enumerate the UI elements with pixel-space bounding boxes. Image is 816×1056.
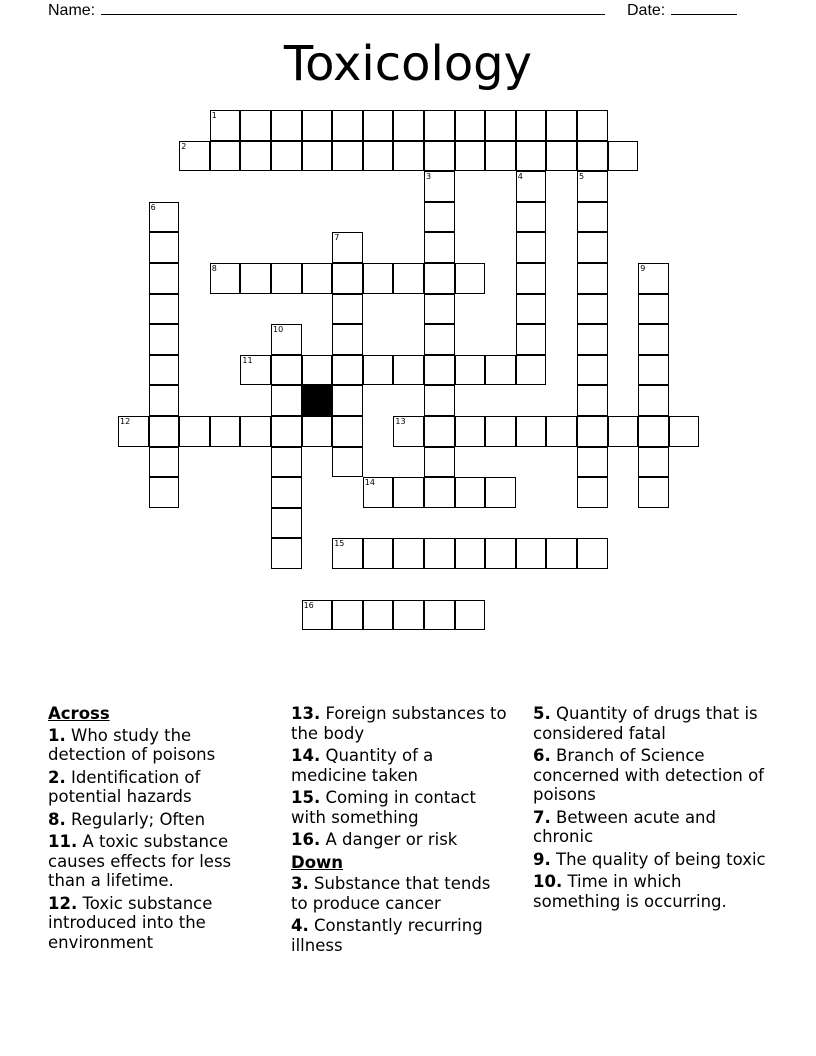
grid-cell[interactable]: [240, 416, 271, 447]
grid-cell[interactable]: [516, 110, 547, 141]
clue-number: 10: [273, 325, 284, 335]
grid-cell[interactable]: [638, 477, 669, 508]
clue-number: 6: [150, 202, 156, 212]
grid-cell[interactable]: [577, 538, 608, 569]
grid-cell[interactable]: [271, 447, 302, 478]
grid-cell[interactable]: [516, 538, 547, 569]
grid-cell[interactable]: [271, 141, 302, 172]
grid-cell[interactable]: [516, 294, 547, 325]
grid-cell[interactable]: [455, 600, 486, 631]
grid-cell[interactable]: [638, 385, 669, 416]
grid-cell[interactable]: [271, 416, 302, 447]
clue-number: 14: [364, 478, 375, 488]
grid-cell[interactable]: [455, 141, 486, 172]
clue-number: 5: [579, 172, 585, 182]
grid-cell[interactable]: [149, 294, 180, 325]
grid-cell[interactable]: [424, 355, 455, 386]
clue-number: 15: [334, 539, 345, 549]
grid-cell[interactable]: [271, 355, 302, 386]
grid-cell[interactable]: [546, 110, 577, 141]
grid-cell[interactable]: [516, 141, 547, 172]
clue-number: 12: [120, 417, 131, 426]
clue-number: 9: [640, 264, 646, 273]
grid-cell[interactable]: [577, 110, 608, 141]
grid-cell[interactable]: [271, 324, 302, 355]
clue-across-15: 15. Coming in contact with something: [291, 788, 476, 827]
clue-number: 7: [334, 233, 340, 243]
grid-cell[interactable]: [485, 141, 516, 172]
grid-cell[interactable]: [332, 538, 363, 569]
clue-across-2: 2. Identification of potential hazards: [48, 767, 201, 806]
grid-cell[interactable]: [302, 263, 333, 294]
grid-cell[interactable]: [149, 477, 180, 508]
grid-cell[interactable]: [363, 110, 394, 141]
grid-cell[interactable]: [363, 538, 394, 569]
grid-cell[interactable]: [393, 538, 424, 569]
grid-cell[interactable]: [516, 263, 547, 294]
grid-cell[interactable]: [577, 477, 608, 508]
grid-cell[interactable]: [149, 447, 180, 478]
grid-cell[interactable]: [332, 232, 363, 263]
grid-cell[interactable]: [485, 538, 516, 569]
grid-cell[interactable]: [577, 202, 608, 233]
grid-cell[interactable]: [393, 355, 424, 386]
grid-cell[interactable]: [455, 263, 486, 294]
grid-cell[interactable]: [332, 141, 363, 172]
grid-cell[interactable]: [271, 508, 302, 539]
grid-cell[interactable]: [424, 477, 455, 508]
clue-across-8: 8. Regularly; Often: [48, 809, 206, 829]
grid-cell[interactable]: [485, 355, 516, 386]
clues-column-3: [533, 704, 773, 914]
grid-cell[interactable]: [485, 477, 516, 508]
clue-number: 1: [211, 111, 217, 120]
grid-cell[interactable]: [271, 263, 302, 294]
clue-across-11: 11. A toxic substance causes effects for less than a lifetime.: [48, 832, 232, 890]
grid-cell[interactable]: [149, 416, 180, 447]
grid-cell[interactable]: [455, 355, 486, 386]
grid-cell[interactable]: [546, 141, 577, 172]
grid-cell[interactable]: [332, 385, 363, 416]
grid-cell[interactable]: [149, 202, 180, 233]
clue-number: 2: [181, 141, 187, 151]
grid-cell[interactable]: [577, 294, 608, 325]
grid-cell[interactable]: [424, 416, 455, 447]
clue-across-12: 12. Toxic substance introduced into the environment: [48, 893, 213, 952]
grid-cell[interactable]: [577, 171, 608, 202]
grid-cell[interactable]: [577, 232, 608, 263]
grid-cell[interactable]: [393, 600, 424, 631]
clue-down-7: 7. Between acute and chronic: [533, 807, 716, 846]
grid-cell[interactable]: [332, 294, 363, 325]
grid-cell[interactable]: [424, 324, 455, 355]
clue-number: 8: [211, 264, 217, 273]
grid-cell[interactable]: [302, 600, 333, 631]
clues-column-1: [48, 704, 268, 955]
grid-cell[interactable]: [240, 355, 271, 386]
grid-cell[interactable]: [210, 141, 241, 172]
grid-cell[interactable]: [455, 477, 486, 508]
grid-cell[interactable]: [577, 385, 608, 416]
clue-number: 3: [426, 172, 432, 182]
grid-cell[interactable]: [210, 110, 241, 141]
grid-cell[interactable]: [363, 477, 394, 508]
grid-cell[interactable]: [210, 263, 241, 294]
grid-cell[interactable]: [516, 416, 547, 447]
grid-cell[interactable]: [363, 263, 394, 294]
grid-cell[interactable]: [302, 110, 333, 141]
grid-cell[interactable]: [332, 263, 363, 294]
grid-cell[interactable]: [577, 141, 608, 172]
grid-cell[interactable]: [149, 324, 180, 355]
grid-cell[interactable]: [608, 141, 639, 172]
grid-cell[interactable]: [577, 447, 608, 478]
grid-cell[interactable]: [302, 141, 333, 172]
grid-cell[interactable]: [516, 171, 547, 202]
grid-cell[interactable]: [363, 141, 394, 172]
grid-cell[interactable]: [546, 416, 577, 447]
grid-cell[interactable]: [546, 538, 577, 569]
grid-cell[interactable]: [577, 324, 608, 355]
grid-cell[interactable]: [638, 416, 669, 447]
grid-cell[interactable]: [424, 294, 455, 325]
name-label: Name:: [48, 2, 96, 19]
grid-cell[interactable]: [424, 600, 455, 631]
grid-cell[interactable]: [302, 355, 333, 386]
grid-cell[interactable]: [577, 263, 608, 294]
grid-cell[interactable]: [577, 355, 608, 386]
clue-down-5: 5. Quantity of drugs that is considered fatal: [533, 704, 758, 743]
grid-cell[interactable]: [179, 141, 210, 172]
grid-cell[interactable]: [332, 110, 363, 141]
grid-cell[interactable]: [271, 385, 302, 416]
grid-cell[interactable]: [240, 263, 271, 294]
across-heading: Across: [48, 704, 110, 723]
grid-cell[interactable]: [424, 141, 455, 172]
grid-cell[interactable]: [363, 600, 394, 631]
clue-number: 4: [517, 172, 523, 182]
grid-cell[interactable]: [118, 416, 149, 447]
grid-cell[interactable]: [393, 110, 424, 141]
grid-cell[interactable]: [638, 447, 669, 478]
grid-cell[interactable]: [485, 416, 516, 447]
grid-cell[interactable]: [271, 110, 302, 141]
date-label: Date:: [627, 2, 666, 19]
grid-cell[interactable]: [240, 110, 271, 141]
grid-cell[interactable]: [516, 202, 547, 233]
grid-cell[interactable]: [393, 477, 424, 508]
grid-cell[interactable]: [424, 538, 455, 569]
grid-cell[interactable]: [516, 355, 547, 386]
grid-cell[interactable]: [516, 324, 547, 355]
grid-cell[interactable]: [638, 324, 669, 355]
grid-cell[interactable]: [149, 263, 180, 294]
grid-cell[interactable]: [332, 447, 363, 478]
grid-cell[interactable]: [485, 110, 516, 141]
clue-number: 16: [303, 600, 314, 610]
grid-cell[interactable]: [424, 202, 455, 233]
grid-cell[interactable]: [516, 232, 547, 263]
clue-across-13: 13. Foreign substances to the body: [291, 704, 507, 743]
grid-cell[interactable]: [638, 355, 669, 386]
clue-down-6: 6. Branch of Science concerned with detection of poisons: [533, 746, 764, 804]
clues-column-2: [291, 704, 511, 958]
grid-cell[interactable]: [424, 110, 455, 141]
black-cell: [302, 385, 333, 416]
grid-cell[interactable]: [332, 355, 363, 386]
grid-cell[interactable]: [455, 416, 486, 447]
grid-cell[interactable]: [455, 538, 486, 569]
grid-cell[interactable]: [424, 263, 455, 294]
grid-cell[interactable]: [363, 355, 394, 386]
grid-cell[interactable]: [240, 141, 271, 172]
grid-cell[interactable]: [424, 385, 455, 416]
grid-cell[interactable]: [455, 110, 486, 141]
grid-cell[interactable]: [149, 232, 180, 263]
clue-down-9: 9. The quality of being toxic: [533, 849, 766, 869]
grid-cell[interactable]: [638, 263, 669, 294]
grid-cell[interactable]: [424, 232, 455, 263]
grid-cell[interactable]: [393, 416, 424, 447]
grid-cell[interactable]: [271, 477, 302, 508]
grid-cell[interactable]: [179, 416, 210, 447]
grid-cell[interactable]: [608, 416, 639, 447]
grid-cell[interactable]: [271, 538, 302, 569]
grid-cell[interactable]: [302, 416, 333, 447]
clue-across-16: 16. A danger or risk: [291, 830, 458, 849]
grid-cell[interactable]: [332, 324, 363, 355]
grid-cell[interactable]: [393, 263, 424, 294]
grid-cell[interactable]: [332, 416, 363, 447]
grid-cell[interactable]: [638, 294, 669, 325]
clue-down-3: 3. Substance that tends to produce cancer: [291, 874, 491, 913]
page-title: Toxicology: [283, 36, 533, 92]
clue-across-1: 1. Who study the detection of poisons: [48, 725, 216, 764]
grid-cell[interactable]: [424, 171, 455, 202]
grid-cell[interactable]: [332, 600, 363, 631]
clue-number: 11: [242, 355, 253, 365]
clue-across-14: 14. Quantity of a medicine taken: [291, 746, 434, 785]
grid-cell[interactable]: [393, 141, 424, 172]
clue-down-4: 4. Constantly recurring illness: [291, 916, 483, 955]
grid-cell[interactable]: [210, 416, 241, 447]
grid-cell[interactable]: [669, 416, 700, 447]
clue-number: 13: [395, 417, 406, 426]
grid-cell[interactable]: [149, 355, 180, 386]
grid-cell[interactable]: [577, 416, 608, 447]
grid-cell[interactable]: [424, 447, 455, 478]
grid-cell[interactable]: [149, 385, 180, 416]
clue-down-10: 10. Time in which something is occurring.: [533, 872, 727, 911]
down-heading: Down: [291, 852, 344, 872]
